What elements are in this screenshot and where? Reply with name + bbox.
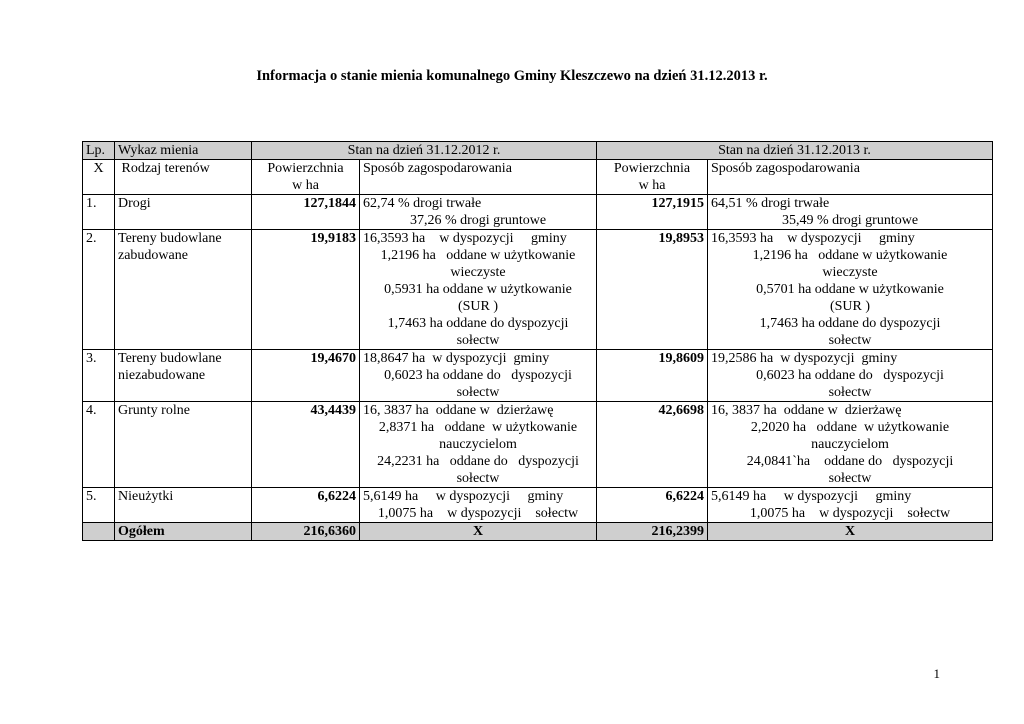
row-use-2012: 62,74 % drogi trwałe 37,26 % drogi gruntowe	[360, 195, 597, 230]
row-area-2013: 19,8609	[597, 350, 708, 402]
header-row-1	[83, 142, 993, 160]
row-area-2013: 127,1915	[597, 195, 708, 230]
row-use-2013: 19,2586 ha w dyspozycji gminy 0,6023 ha oddane do dyspozycji sołectw	[708, 350, 993, 402]
row-name: Grunty rolne	[115, 402, 252, 488]
table-row	[83, 488, 993, 523]
row-use-2013: 16,3593 ha w dyspozycji gminy 1,2196 ha oddane w użytkowanie wieczyste 0,5701 ha oddane w użytkowanie (SUR ) 1,7463 ha oddane do dyspozycji sołectw	[708, 230, 993, 350]
col-header-stan-2012: Stan na dzień 31.12.2012 r.	[252, 142, 597, 160]
col-header-pow-2013: Powierzchnia w ha	[597, 160, 708, 195]
property-table	[82, 141, 993, 541]
row-use-2012: 18,8647 ha w dyspozycji gminy 0,6023 ha oddane do dyspozycji sołectw	[360, 350, 597, 402]
table-row	[83, 402, 993, 488]
row-use-2013: 16, 3837 ha oddane w dzierżawę 2,2020 ha oddane w użytkowanie nauczycielom 24,0841`ha oddane do dyspozycji sołectw	[708, 402, 993, 488]
total-empty	[83, 523, 115, 541]
header-row-2	[83, 160, 993, 195]
total-label: Ogółem	[115, 523, 252, 541]
col-header-pow-2012: Powierzchnia w ha	[252, 160, 360, 195]
total-area-2013: 216,2399	[597, 523, 708, 541]
row-area-2012: 6,6224	[252, 488, 360, 523]
row-lp: 1.	[83, 195, 115, 230]
table-row	[83, 195, 993, 230]
total-row	[83, 523, 993, 541]
row-area-2012: 43,4439	[252, 402, 360, 488]
row-use-2012: 16, 3837 ha oddane w dzierżawę 2,8371 ha oddane w użytkowanie nauczycielom 24,2231 ha oddane do dyspozycji sołectw	[360, 402, 597, 488]
row-name: Nieużytki	[115, 488, 252, 523]
row-area-2013: 6,6224	[597, 488, 708, 523]
row-lp: 5.	[83, 488, 115, 523]
row-name: Tereny budowlane zabudowane	[115, 230, 252, 350]
row-use-2012: 16,3593 ha w dyspozycji gminy 1,2196 ha oddane w użytkowanie wieczyste 0,5931 ha oddane w użytkowanie (SUR ) 1,7463 ha oddane do dyspozycji sołectw	[360, 230, 597, 350]
total-x-2012: X	[360, 523, 597, 541]
col-header-lp: Lp.	[83, 142, 115, 160]
row-area-2013: 42,6698	[597, 402, 708, 488]
row-name: Drogi	[115, 195, 252, 230]
table-row	[83, 230, 993, 350]
row-lp: 3.	[83, 350, 115, 402]
row-area-2012: 19,4670	[252, 350, 360, 402]
col-header-rodzaj: Rodzaj terenów	[115, 160, 252, 195]
row-use-2012: 5,6149 ha w dyspozycji gminy 1,0075 ha w dyspozycji sołectw	[360, 488, 597, 523]
col-header-wykaz: Wykaz mienia	[115, 142, 252, 160]
row-area-2012: 19,9183	[252, 230, 360, 350]
row-area-2012: 127,1844	[252, 195, 360, 230]
col-header-sposob-2012: Sposób zagospodarowania	[360, 160, 597, 195]
row-name: Tereny budowlane niezabudowane	[115, 350, 252, 402]
row-area-2013: 19,8953	[597, 230, 708, 350]
col-header-sposob-2013: Sposób zagospodarowania	[708, 160, 993, 195]
table-row	[83, 350, 993, 402]
row-lp: 2.	[83, 230, 115, 350]
col-header-x: X	[83, 160, 115, 195]
row-lp: 4.	[83, 402, 115, 488]
total-x-2013: X	[708, 523, 993, 541]
col-header-stan-2013: Stan na dzień 31.12.2013 r.	[597, 142, 993, 160]
row-use-2013: 5,6149 ha w dyspozycji gminy 1,0075 ha w dyspozycji sołectw	[708, 488, 993, 523]
page-number: 1	[933, 666, 940, 681]
document-title: Informacja o stanie mienia komunalnego Gminy Kleszczewo na dzień 31.12.2013 r.	[256, 68, 768, 84]
total-area-2012: 216,6360	[252, 523, 360, 541]
row-use-2013: 64,51 % drogi trwałe 35,49 % drogi gruntowe	[708, 195, 993, 230]
